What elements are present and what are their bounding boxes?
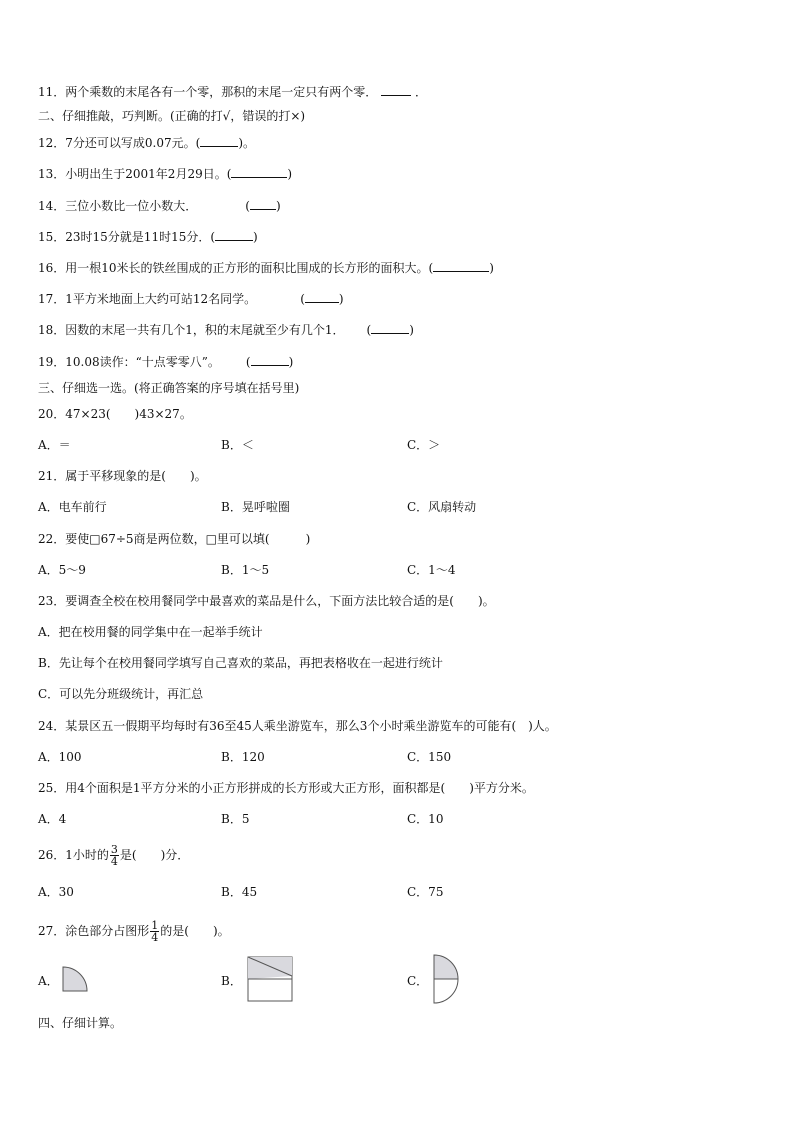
question-18: 18．因数的末尾一共有几个1，积的末尾就至少有几个1． ( ) [38, 323, 414, 337]
shaded-quarter [63, 967, 87, 991]
question-22: 22．要使□67÷5商是两位数，□里可以填( ) [38, 532, 311, 546]
option-b[interactable]: B．晃呼啦圈 [221, 500, 290, 514]
answer-blank[interactable] [433, 260, 489, 272]
question-11: 11．两个乘数的末尾各有一个零，那积的末尾一定只有两个零． ． [38, 85, 427, 99]
option-a[interactable]: A．100 [38, 750, 82, 764]
option-b[interactable]: B． [221, 974, 242, 988]
section-2-heading: 二、仔细推敲，巧判断。(正确的打√，错误的打×) [38, 109, 306, 123]
option-c[interactable]: C．风扇转动 [407, 500, 477, 514]
question-20: 20．47×23( )43×27。 [38, 407, 192, 421]
square-triangle-figure [247, 956, 293, 1002]
question-24: 24．某景区五一假期平均每时有36至45人乘坐游览车，那么3个小时乘坐游览车的可能有( )人。 [38, 719, 557, 733]
option-a[interactable]: A．4 [38, 812, 67, 826]
section-4-heading: 四、仔细计算。 [38, 1016, 123, 1030]
option-b[interactable]: B．120 [221, 750, 265, 764]
option-a[interactable]: A． [38, 974, 59, 988]
question-12: 12．7分还可以写成0.07元。( )。 [38, 136, 255, 150]
option-c[interactable]: C． [407, 974, 429, 988]
half-circle-figure [433, 954, 459, 1004]
answer-blank[interactable] [215, 229, 253, 241]
answer-blank[interactable] [251, 354, 289, 366]
question-27: 27．涂色部分占图形 $\frac{1}{4}$ 的是( )。 [38, 919, 230, 944]
question-21: 21．属于平移现象的是( )。 [38, 469, 207, 483]
fraction: $\frac{3}{4}$ [110, 843, 118, 868]
option-a[interactable]: A．＝ [38, 438, 71, 452]
option-c[interactable]: C．150 [407, 750, 452, 764]
fraction: $\frac{1}{4}$ [151, 919, 159, 944]
question-23: 23．要调查全校在校用餐同学中最喜欢的菜品是什么，下面方法比较合适的是( )。 [38, 594, 495, 608]
answer-blank[interactable] [200, 135, 238, 147]
question-14: 14．三位小数比一位小数大． ( ) [38, 199, 281, 213]
shaded-quarter [434, 955, 458, 979]
question-25: 25．用4个面积是1平方分米的小正方形拼成的长方形或大正方形，面积都是( )平方分米。 [38, 781, 534, 795]
option-c[interactable]: C．1～4 [407, 563, 456, 577]
answer-blank[interactable] [250, 198, 276, 210]
answer-blank[interactable] [305, 291, 339, 303]
question-19: 19．10.08读作：“十点零零八”。 ( ) [38, 355, 294, 369]
option-b[interactable]: B．5 [221, 812, 250, 826]
quarter-circle-figure [62, 966, 88, 992]
question-26: 26．1小时的 $\frac{3}{4}$ 是( )分． [38, 843, 190, 868]
question-13: 13．小明出生于2001年2月29日。( ) [38, 167, 293, 181]
option-a[interactable]: A．把在校用餐的同学集中在一起举手统计 [38, 625, 263, 639]
section-3-heading: 三、仔细选一选。(将正确答案的序号填在括号里) [38, 381, 300, 395]
option-c[interactable]: C．＞ [407, 438, 441, 452]
question-15: 15．23时15分就是11时15分．( ) [38, 230, 258, 244]
option-c[interactable]: C．可以先分班级统计，再汇总 [38, 687, 204, 701]
option-b[interactable]: B．1～5 [221, 563, 270, 577]
option-a[interactable]: A．5～9 [38, 563, 86, 577]
answer-blank[interactable] [231, 166, 287, 178]
answer-blank[interactable] [371, 322, 409, 334]
option-a[interactable]: A．30 [38, 885, 74, 899]
unshaded-quarter [434, 979, 458, 1003]
option-b[interactable]: B．45 [221, 885, 258, 899]
option-b[interactable]: B．先让每个在校用餐同学填写自己喜欢的菜品，再把表格收在一起进行统计 [38, 656, 443, 670]
option-c[interactable]: C．10 [407, 812, 444, 826]
option-b[interactable]: B．＜ [221, 438, 254, 452]
question-16: 16．用一根10米长的铁丝围成的正方形的面积比围成的长方形的面积大。( ) [38, 261, 494, 275]
option-c[interactable]: C．75 [407, 885, 444, 899]
option-a[interactable]: A．电车前行 [38, 500, 107, 514]
question-17: 17．1平方米地面上大约可站12名同学。 ( ) [38, 292, 344, 306]
answer-blank[interactable] [381, 84, 411, 96]
